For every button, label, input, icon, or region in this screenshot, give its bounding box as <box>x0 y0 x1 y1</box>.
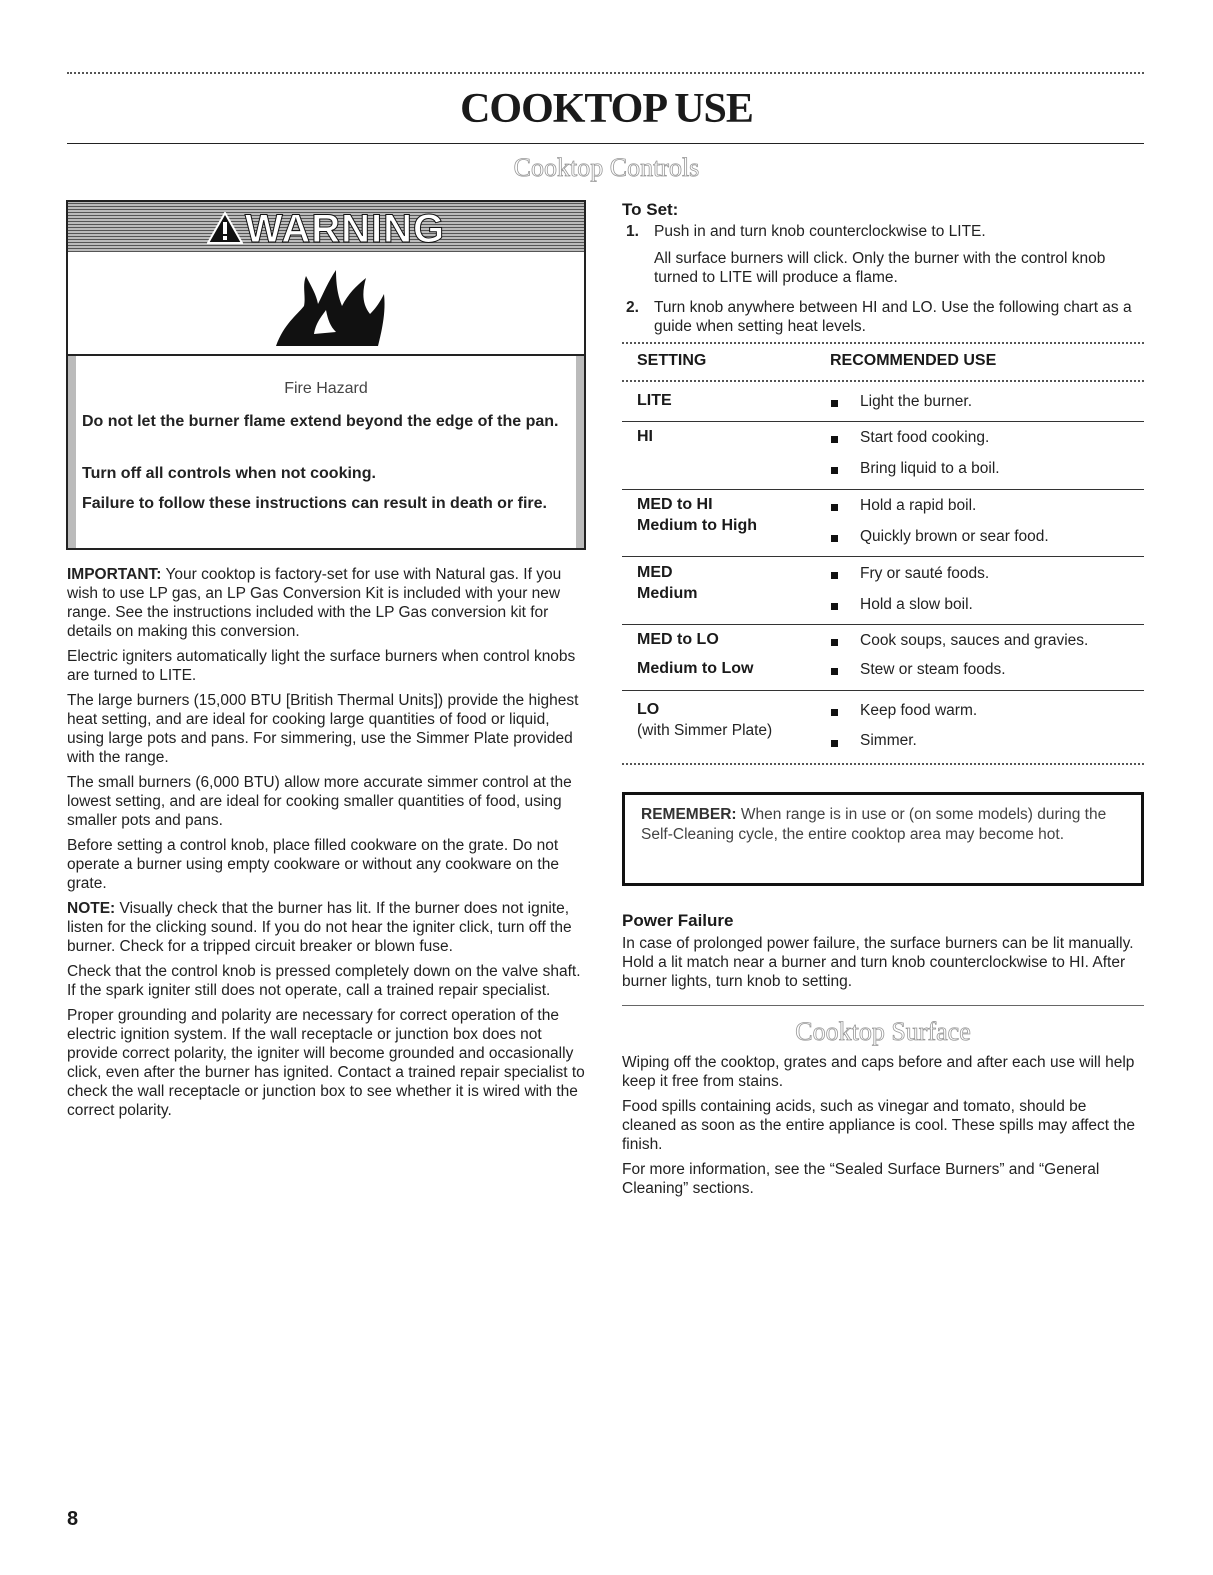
paragraph-important: IMPORTANT: Your cooktop is factory-set for use with Natural gas. If you wish to use LP gas, an LP Gas Conversion Kit is included with your new range. See the instructions included with the LP Gas conversion kit for details on making this conversion. <box>67 566 562 640</box>
table-row-use: Light the burner. <box>860 393 973 410</box>
fire-hazard-icon <box>266 264 396 348</box>
table-row-use: Fry or sauté foods. <box>860 565 990 582</box>
table-row-use: Simmer. <box>860 732 917 749</box>
table-row-rule <box>622 624 1144 625</box>
surface-column <box>622 1053 1144 1198</box>
table-row-rule <box>622 690 1144 691</box>
paragraph-grounding: Proper grounding and polarity are necessary for correct operation of the electric ignition system. If the wall receptacle or junction box does not provide correct polarity, the igniter will become grounded and occasionally click, even after the burner has ignited. Contact a trained repair specialist to check the wall receptacle or junction box to see whether it is wired with the correct polarity. <box>67 1007 585 1119</box>
top-dotted-rule <box>67 72 1144 74</box>
step-2-text: Turn knob anywhere between HI and LO. Use the following chart as a guide when setting heat levels. <box>654 299 1132 335</box>
table-row-setting-long: Medium <box>637 585 698 602</box>
table-row-use: Start food cooking. <box>860 429 990 446</box>
left-column <box>67 565 587 1120</box>
table-row-setting: MED <box>637 564 673 581</box>
bullet-icon <box>831 603 838 610</box>
table-row-rule <box>622 421 1144 422</box>
power-failure-heading: Power Failure <box>622 911 734 930</box>
step-1-note: All surface burners will click. Only the burner with the control knob turned to LITE will produce a flame. <box>654 250 1106 286</box>
step-1-text: Push in and turn knob counterclockwise to LITE. <box>654 223 986 240</box>
bullet-icon <box>831 668 838 675</box>
remember-box <box>622 792 1144 886</box>
paragraph-valve-shaft: Check that the control knob is pressed completely down on the valve shaft. If the spark igniter still does not operate, call a trained repair specialist. <box>67 963 581 999</box>
warning-line-2: Turn off all controls when not cooking. <box>82 465 376 482</box>
paragraph-igniters: Electric igniters automatically light the surface burners when control knobs are turned to LITE. <box>67 648 576 684</box>
table-row-use: Hold a slow boil. <box>860 596 973 613</box>
paragraph-cookware: Before setting a control knob, place filled cookware on the grate. Do not operate a burner using empty cookware or without any cookware on the grate. <box>67 837 559 892</box>
table-row-setting: HI <box>637 428 653 445</box>
bullet-icon <box>831 572 838 579</box>
table-row-use: Stew or steam foods. <box>860 661 1006 678</box>
hazard-title: Fire Hazard <box>284 380 368 397</box>
table-row-setting: LO <box>637 701 660 718</box>
bullet-icon <box>831 467 838 474</box>
warning-line-3: Failure to follow these instructions can result in death or fire. <box>82 495 547 512</box>
table-header-rule <box>622 380 1144 382</box>
paragraph-small-burners: The small burners (6,000 BTU) allow more accurate simmer control at the lowest setting, and are ideal for cooking smaller quantities of food, using smaller pots and pans. <box>67 774 572 829</box>
step-2-number: 2. <box>626 299 639 316</box>
surface-paragraph-3: For more information, see the “Sealed Surface Burners” and “General Cleaning” sections. <box>622 1161 1100 1197</box>
table-row-use: Hold a rapid boil. <box>860 497 977 514</box>
table-header-recommended-use: RECOMMENDED USE <box>830 352 997 369</box>
surface-paragraph-1: Wiping off the cooktop, grates and caps before and after each use will help keep it free from stains. <box>622 1054 1135 1090</box>
warning-box <box>66 200 586 550</box>
power-failure-rule <box>622 1005 1144 1006</box>
table-row-rule <box>622 556 1144 557</box>
warning-image-area <box>68 252 584 356</box>
table-row-setting-long: (with Simmer Plate) <box>637 722 773 739</box>
table-row-setting: LITE <box>637 392 672 409</box>
page-number: 8 <box>67 1508 79 1530</box>
paragraph-large-burners: The large burners (15,000 BTU [British Thermal Units]) provide the highest heat setting, and are ideal for cooking large quantities of food or liquid, using large pots and pans. For simmering, use the Simmer Plate provided with the range. <box>67 692 579 766</box>
section-heading-controls: Cooktop Controls <box>513 153 700 182</box>
table-row-setting: MED to LO <box>637 631 719 648</box>
table-row-use: Cook soups, sauces and gravies. <box>860 632 1089 649</box>
table-row-use: Quickly brown or sear food. <box>860 528 1049 545</box>
table-row-setting-long: Medium to Low <box>637 660 754 677</box>
table-row-setting-long: Medium to High <box>637 517 757 534</box>
table-top-rule <box>622 342 1144 344</box>
bullet-icon <box>831 709 838 716</box>
bullet-icon <box>831 400 838 407</box>
warning-banner-label: WARNING <box>68 207 584 254</box>
warning-line-1: Do not let the burner flame extend beyond the edge of the pan. <box>82 413 559 430</box>
page-title: COOKTOP USE <box>460 86 753 132</box>
table-row-rule <box>622 489 1144 490</box>
bullet-icon <box>831 535 838 542</box>
table-row-setting: MED to HI <box>637 496 713 513</box>
section-heading-surface: Cooktop Surface <box>795 1017 971 1046</box>
bullet-icon <box>831 436 838 443</box>
table-bottom-rule <box>622 763 1144 765</box>
table-header-setting: SETTING <box>637 352 707 369</box>
warning-triangle-icon <box>207 209 243 254</box>
step-1-number: 1. <box>626 223 639 240</box>
table-row-use: Keep food warm. <box>860 702 978 719</box>
bullet-icon <box>831 639 838 646</box>
remember-text: REMEMBER: When range is in use or (on some models) during the Self-Cleaning cycle, the entire cooktop area may become hot. <box>641 806 1107 843</box>
table-row-use: Bring liquid to a boil. <box>860 460 1000 477</box>
to-set-heading: To Set: <box>622 200 679 219</box>
bullet-icon <box>831 504 838 511</box>
bullet-icon <box>831 740 838 747</box>
power-failure-text: In case of prolonged power failure, the surface burners can be lit manually. Hold a lit match near a burner and turn knob counterclockwise to HI. After burner lights, turn knob to setting. <box>622 935 1134 990</box>
title-rule <box>67 143 1144 144</box>
surface-paragraph-2: Food spills containing acids, such as vinegar and tomato, should be cleaned as soon as the entire appliance is cool. These spills may affect the finish. <box>622 1098 1135 1153</box>
paragraph-note: NOTE: Visually check that the burner has lit. If the burner does not ignite, listen for the clicking sound. If you do not hear the igniter click, turn off the burner. Check for a tripped circuit breaker or blown fuse. <box>67 900 572 955</box>
